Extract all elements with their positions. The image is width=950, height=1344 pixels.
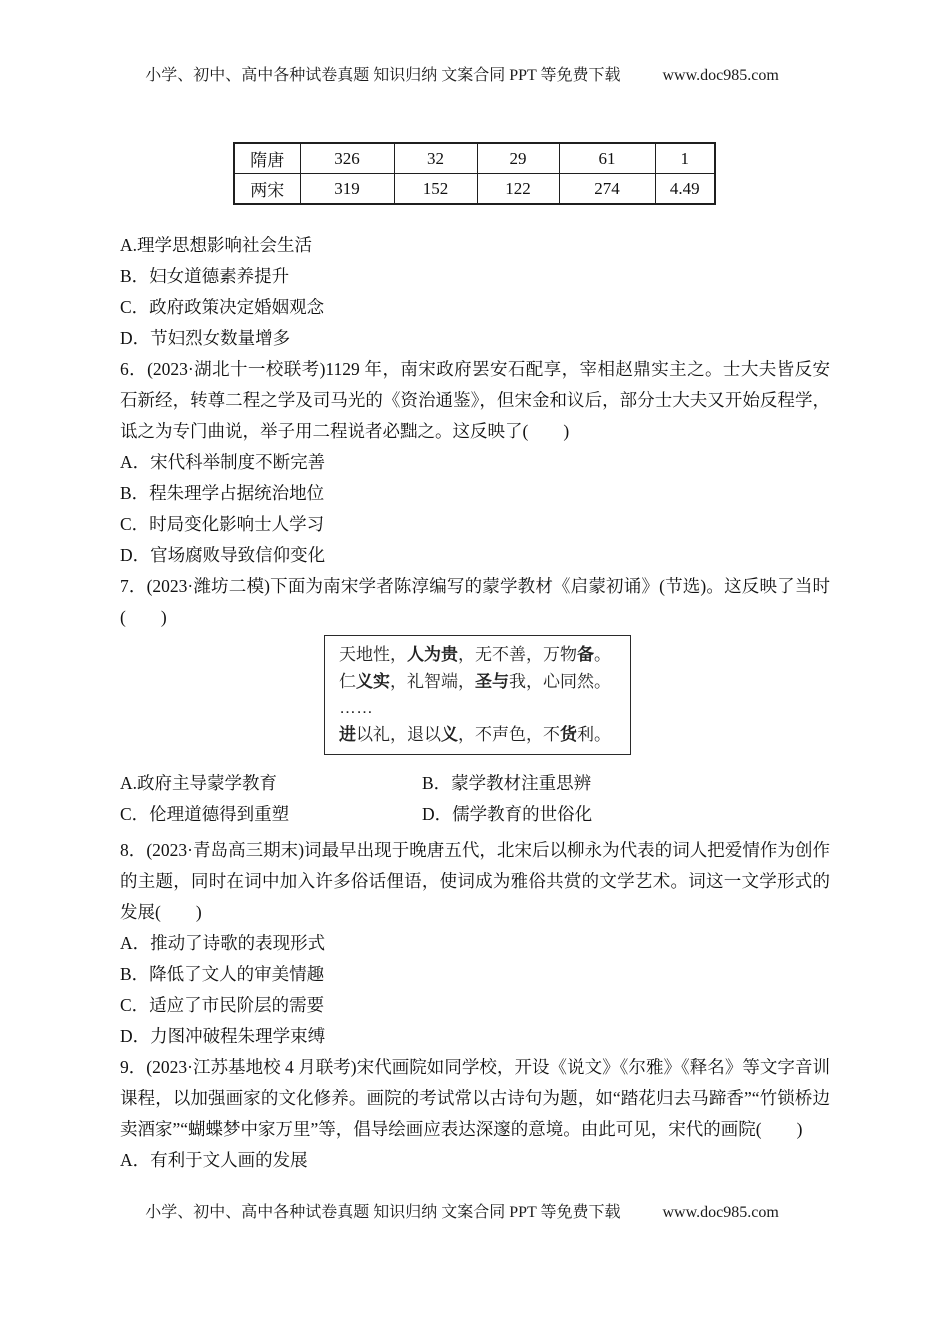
q5-option-c: C．政府政策决定婚姻观念 xyxy=(120,297,325,317)
table-cell: 1 xyxy=(655,143,715,174)
q5-option-b: B．妇女道德素养提升 xyxy=(120,266,290,286)
q5-option-a: A.理学思想影响社会生活 xyxy=(120,235,313,255)
q6-options xyxy=(120,447,830,571)
q8-option-b: B．降低了文人的审美情趣 xyxy=(120,964,325,984)
table-cell: 326 xyxy=(300,143,394,174)
table-cell: 319 xyxy=(300,174,394,205)
q8-option-a: A．推动了诗歌的表现形式 xyxy=(120,933,326,953)
q7-option-c: C．伦理道德得到重塑 xyxy=(120,804,290,824)
mengxue-textbook-excerpt xyxy=(324,635,631,755)
table-row-liangsong xyxy=(234,174,715,205)
header-url: www.doc985.com xyxy=(662,67,779,84)
quote-ellipsis: …… xyxy=(339,698,373,717)
page-footer xyxy=(0,1199,950,1222)
q9-stem: 9．(2023·江苏基地校 4 月联考)宋代画院如同学校，开设《说文》《尔雅》《释名》等文字音训课程，以加强画家的文化修养。画院的考试常以古诗句为题，如“踏花归去马蹄香”“竹锁桥边卖酒家”“蝴蝶梦中家万里”等，倡导绘画应表达深邃的意境。由此可见，宋代的画院( ) xyxy=(120,1057,830,1139)
statistics-table xyxy=(233,142,716,205)
q5-options xyxy=(120,230,830,354)
q7-stem: 7．(2023·潍坊二模)下面为南宋学者陈淳编写的蒙学教材《启蒙初诵》(节选)。这反映了当时( ) xyxy=(120,576,830,627)
q7-option-a: A.政府主导蒙学教育 xyxy=(120,773,278,793)
page-content xyxy=(0,142,950,1176)
table-cell: 32 xyxy=(394,143,477,174)
table-cell: 274 xyxy=(559,174,655,205)
table-cell: 61 xyxy=(559,143,655,174)
table-cell: 隋唐 xyxy=(234,143,300,174)
q6-option-a: A．宋代科举制度不断完善 xyxy=(120,452,326,472)
q6-option-c: C．时局变化影响士人学习 xyxy=(120,514,325,534)
table-cell: 29 xyxy=(477,143,559,174)
q6-stem: 6．(2023·湖北十一校联考)1129 年，南宋政府罢安石配享，宰相赵鼎实主之。士大夫皆反安石新经，转尊二程之学及司马光的《资治通鉴》，但宋金和议后，部分士大夫又开始反程学，诋之为专门曲说，举子用二程说者必黜之。这反映了( ) xyxy=(120,359,830,441)
q5-option-d: D．节妇烈女数量增多 xyxy=(120,328,291,348)
q8-stem: 8．(2023·青岛高三期末)词最早出现于晚唐五代，北宋后以柳永为代表的词人把爱情作为创作的主题，同时在词中加入许多俗话俚语，使词成为雅俗共赏的文学艺术。词这一文学形式的发展( ) xyxy=(120,840,830,922)
table-cell: 两宋 xyxy=(234,174,300,205)
table-row-suitang xyxy=(234,143,715,174)
table-cell: 122 xyxy=(477,174,559,205)
q8-option-d: D．力图冲破程朱理学束缚 xyxy=(120,1026,326,1046)
q8-option-c: C．适应了市民阶层的需要 xyxy=(120,995,325,1015)
quote-line: 进以礼，退以义，不声色，不货利。 xyxy=(339,724,611,744)
page-header xyxy=(0,0,950,85)
footer-text: 小学、初中、高中各种试卷真题 知识归纳 文案合同 PPT 等免费下载 xyxy=(145,1204,621,1221)
q6-option-b: B．程朱理学占据统治地位 xyxy=(120,483,325,503)
q7-option-b: B．蒙学教材注重思辨 xyxy=(422,773,592,793)
header-text: 小学、初中、高中各种试卷真题 知识归纳 文案合同 PPT 等免费下载 xyxy=(145,67,621,84)
footer-url: www.doc985.com xyxy=(662,1204,779,1221)
q8-options xyxy=(120,928,830,1052)
quote-line: 仁义实，礼智端，圣与我，心同然。 xyxy=(339,671,611,691)
q6-option-d: D．官场腐败导致信仰变化 xyxy=(120,545,326,565)
q7-options xyxy=(120,768,830,830)
q9-option-a: A．有利于文人画的发展 xyxy=(120,1150,308,1170)
q7-option-d: D．儒学教育的世俗化 xyxy=(422,804,593,824)
table-cell: 152 xyxy=(394,174,477,205)
quote-line: 天地性，人为贵，无不善，万物备。 xyxy=(339,645,611,664)
table-cell: 4.49 xyxy=(655,174,715,205)
